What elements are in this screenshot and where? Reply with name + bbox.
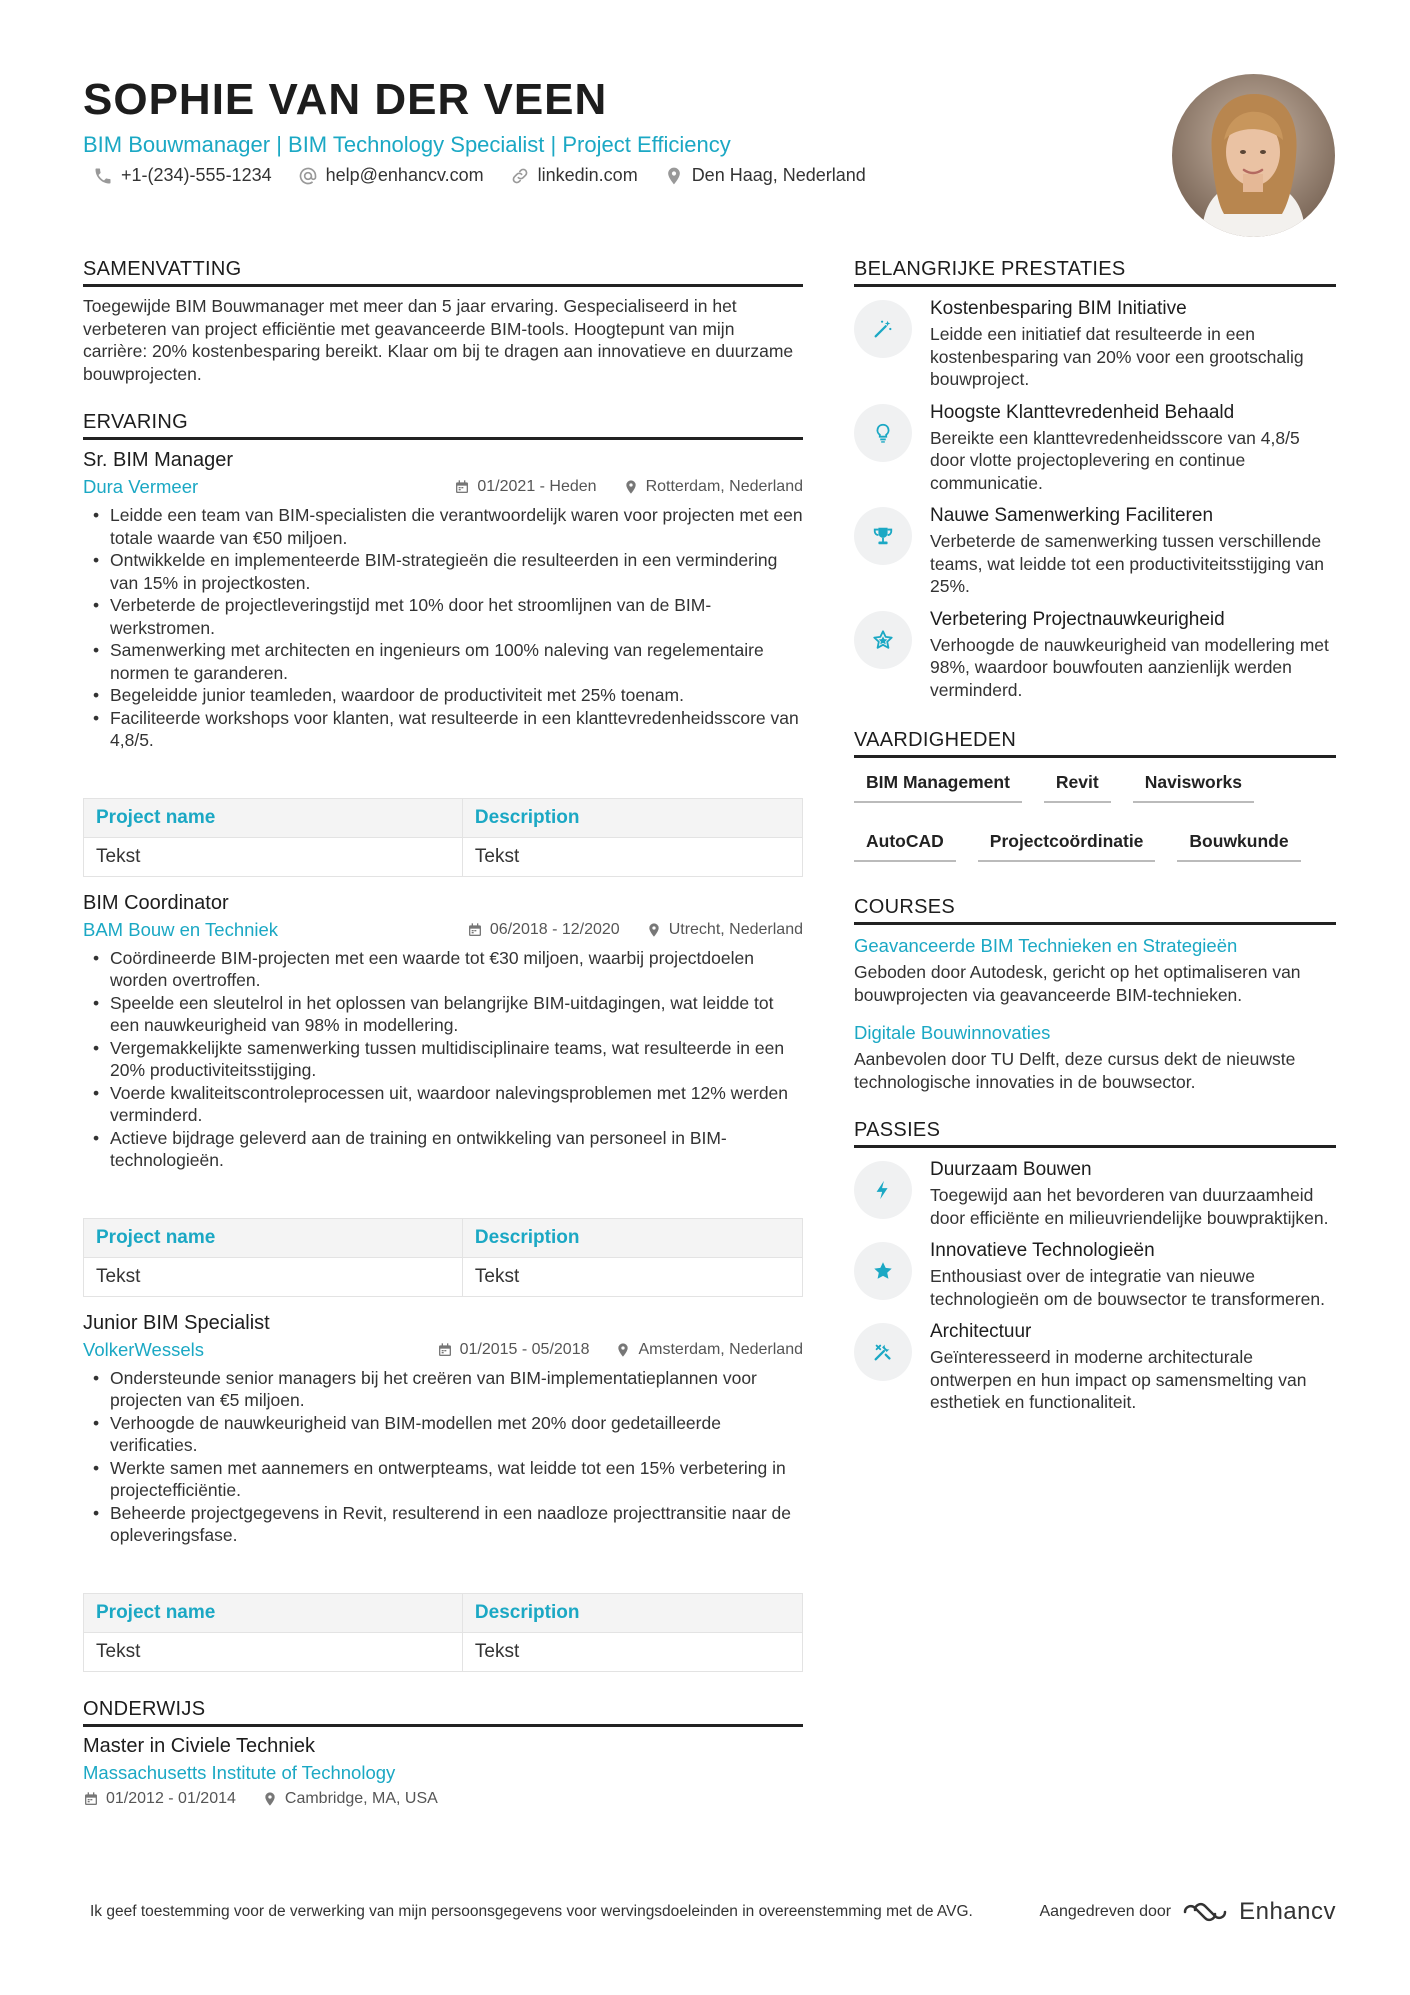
table-header: Description	[462, 798, 802, 837]
job-location: Amsterdam, Nederland	[615, 1341, 803, 1359]
phone-text: +1-(234)-555-1234	[121, 165, 272, 185]
passion-item	[854, 1239, 1336, 1310]
course-title: Geavanceerde BIM Technieken en Strategieën	[854, 935, 1238, 956]
passion-item	[854, 1320, 1336, 1414]
courses-section	[854, 896, 1336, 1093]
job-entry	[83, 889, 803, 1297]
achievement-desc: Verhoogde de nauwkeurigheid van modellering met 98%, waardoor bouwfouten aanzienlijk werden verminderd.	[930, 634, 1329, 700]
bullet-item: • Actieve bijdrage geleverd aan de training en ontwikkeling van personeel in BIM-technologieën.	[83, 1127, 803, 1172]
contact-phone	[93, 165, 272, 186]
school-name: Massachusetts Institute of Technology	[83, 1761, 396, 1783]
bullet-item: • Verbeterde de projectleveringstijd met 10% door het stroomlijnen van de BIM-werkstromen.	[83, 594, 803, 639]
table-header: Project name	[84, 1593, 463, 1632]
linkedin-text[interactable]: linkedin.com	[537, 165, 638, 185]
table-cell: Tekst	[84, 1257, 463, 1296]
project-table	[83, 798, 803, 877]
job-bullets	[83, 947, 803, 1172]
calendar-icon	[83, 1791, 99, 1807]
achievement-item	[854, 297, 1336, 391]
education-heading: ONDERWIJS	[83, 1698, 803, 1727]
powered-by-label: Aangedreven door	[1039, 1903, 1172, 1920]
bullet-item: • Ondersteunde senior managers bij het creëren van BIM-implementatieplannen voor projecten van €5 miljoen.	[83, 1367, 803, 1412]
table-header: Project name	[84, 798, 463, 837]
summary-heading: SAMENVATTING	[83, 258, 803, 287]
resume-header	[83, 74, 1133, 186]
link-icon	[510, 166, 530, 186]
course-title: Digitale Bouwinnovaties	[854, 1022, 1051, 1043]
bullet-item: • Speelde een sleutelrol in het oplossen van belangrijke BIM-uitdagingen, wat leidde tot een nauwkeurigheid van 98% in modellering.	[83, 992, 803, 1037]
passion-title: Architectuur	[930, 1321, 1032, 1342]
company-name: Dura Vermeer	[83, 476, 199, 497]
table-cell: Tekst	[84, 1632, 463, 1671]
achievement-title: Nauwe Samenwerking Faciliteren	[930, 505, 1214, 526]
bullet-item: • Begeleidde junior teamleden, waardoor de productiviteit met 25% toenam.	[83, 684, 803, 707]
education-location: Cambridge, MA, USA	[262, 1790, 438, 1808]
bullet-item: • Samenwerking met architecten en ingenieurs om 100% naleving van regelementaire normen te garanderen.	[83, 639, 803, 684]
consent-text: Ik geef toestemming voor de verwerking van mijn persoonsgegevens voor wervingsdoeleinden in overeenstemming met de AVG.	[90, 1903, 973, 1920]
skill-tag: Bouwkunde	[1177, 831, 1300, 862]
table-cell: Tekst	[462, 837, 802, 876]
achievement-title: Hoogste Klanttevredenheid Behaald	[930, 401, 1235, 423]
table-header: Description	[462, 1218, 802, 1257]
contact-bar	[83, 165, 1133, 186]
skill-tag: BIM Management	[854, 772, 1022, 803]
job-bullets	[83, 504, 803, 752]
table-cell: Tekst	[462, 1632, 802, 1671]
bullet-item: • Werkte samen met aannemers en ontwerpteams, wat leidde tot een 15% verbetering in projectefficiëntie.	[83, 1457, 803, 1502]
achievements-heading: BELANGRIJKE PRESTATIES	[854, 258, 1336, 287]
map-pin-icon	[262, 1791, 278, 1807]
lightbulb-icon	[854, 404, 912, 462]
job-title: Junior BIM Specialist	[83, 1311, 270, 1334]
email-text[interactable]: help@enhancv.com	[325, 165, 484, 185]
summary-section	[83, 258, 803, 385]
course-desc: Geboden door Autodesk, gericht op het optimaliseren van bouwprojecten via geavanceerde BIM-technieken.	[854, 962, 1301, 1005]
bullet-item: • Faciliteerde workshops voor klanten, wat resulteerde in een klanttevredenheidsscore van 4,8/5.	[83, 707, 803, 752]
job-title: BIM Coordinator	[83, 891, 229, 914]
job-location: Utrecht, Nederland	[646, 921, 803, 939]
candidate-name: SOPHIE VAN DER VEEN	[83, 75, 608, 124]
table-cell: Tekst	[84, 837, 463, 876]
calendar-icon	[437, 1342, 453, 1358]
passion-title: Innovatieve Technologieën	[930, 1240, 1155, 1261]
bullet-item: • Ontwikkelde en implementeerde BIM-strategieën die resulteerden in een vermindering van 15% in projectkosten.	[83, 549, 803, 594]
passion-desc: Toegewijd aan het bevorderen van duurzaamheid door efficiënte en milieuvriendelijke bouwpraktijken.	[930, 1185, 1329, 1228]
passions-heading: PASSIES	[854, 1119, 1336, 1148]
achievements-section	[854, 258, 1336, 701]
achievement-desc: Verbeterde de samenwerking tussen verschillende teams, wat leidde tot een productiviteitsstijging van 25%.	[930, 531, 1324, 596]
summary-text: Toegewijde BIM Bouwmanager met meer dan 5 jaar ervaring. Gespecialiseerd in het verbeteren van project efficiëntie met geavanceerde BIM-tools. Hoogtepunt van mijn carrière: 20% kostenbesparing bereikt. Klaar om bij te dragen aan innovatieve en duurzame bouwprojecten.	[83, 296, 794, 384]
skills-section	[854, 729, 1336, 862]
passion-item	[854, 1158, 1336, 1229]
left-column	[83, 258, 803, 1808]
enhancv-logo-icon	[1181, 1900, 1229, 1924]
job-entry	[83, 446, 803, 877]
footer	[90, 1898, 1336, 1926]
experience-heading: ERVARING	[83, 411, 803, 440]
map-pin-icon	[623, 479, 639, 495]
achievement-item	[854, 401, 1336, 495]
skills-heading: VAARDIGHEDEN	[854, 729, 1336, 758]
passion-title: Duurzaam Bouwen	[930, 1159, 1092, 1180]
calendar-icon	[467, 922, 483, 938]
company-name: BAM Bouw en Techniek	[83, 918, 279, 940]
star-icon	[854, 1242, 912, 1300]
company-name: VolkerWessels	[83, 1338, 204, 1360]
achievement-item	[854, 608, 1336, 702]
passion-desc: Geïnteresseerd in moderne architecturale ontwerpen en hun impact op samensmelting van esthetiek en functionaliteit.	[930, 1347, 1307, 1412]
lightning-icon	[854, 1161, 912, 1219]
right-column	[854, 258, 1336, 1414]
candidate-tagline: BIM Bouwmanager | BIM Technology Specialist | Project Efficiency	[83, 132, 731, 157]
contact-linkedin[interactable]	[510, 165, 638, 186]
powered-by	[1039, 1898, 1336, 1926]
star-outline-icon	[854, 611, 912, 669]
courses-heading: COURSES	[854, 896, 1336, 925]
calendar-icon	[454, 479, 470, 495]
education-section	[83, 1698, 803, 1808]
achievement-desc: Bereikte een klanttevredenheidsscore van 4,8/5 door vlotte projectoplevering en continue communicatie.	[930, 427, 1300, 493]
course-desc: Aanbevolen door TU Delft, deze cursus dekt de nieuwste technologische innovaties in de bouwsector.	[854, 1049, 1296, 1092]
bullet-item: • Vergemakkelijkte samenwerking tussen multidisciplinaire teams, wat resulteerde in een 20% productiviteitsstijging.	[83, 1037, 803, 1082]
achievement-desc: Leidde een initiatief dat resulteerde in een kostenbesparing van 20% voor een grootschalig bouwproject.	[930, 324, 1304, 389]
experience-section	[83, 411, 803, 1672]
skills-list	[854, 772, 1336, 862]
bullet-item: • Verhoogde de nauwkeurigheid van BIM-modellen met 20% door gedetailleerde verificaties.	[83, 1412, 803, 1457]
degree-title: Master in Civiele Techniek	[83, 1734, 315, 1757]
map-pin-icon	[664, 166, 684, 186]
contact-email[interactable]	[298, 165, 484, 186]
map-pin-icon	[646, 922, 662, 938]
phone-icon	[93, 166, 113, 186]
job-dates: 01/2021 - Heden	[454, 478, 596, 496]
job-entry	[83, 1309, 803, 1672]
passion-desc: Enthousiast over de integratie van nieuwe technologieën om de bouwsector te transformeren.	[930, 1266, 1325, 1309]
achievement-title: Verbetering Projectnauwkeurigheid	[930, 608, 1225, 630]
bullet-item: • Coördineerde BIM-projecten met een waarde tot €30 miljoen, waarbij projectdoelen worden overtroffen.	[83, 947, 803, 992]
table-header: Project name	[84, 1218, 463, 1257]
achievement-item	[854, 504, 1336, 598]
trophy-icon	[854, 507, 912, 565]
project-table	[83, 1218, 803, 1297]
at-sign-icon	[298, 166, 318, 186]
profile-photo	[1172, 74, 1335, 237]
table-header: Description	[462, 1593, 802, 1632]
bullet-item: • Voerde kwaliteitscontroleprocessen uit, waardoor nalevingsproblemen met 12% werden verminderd.	[83, 1082, 803, 1127]
job-dates: 06/2018 - 12/2020	[467, 921, 620, 939]
bullet-item: • Leidde een team van BIM-specialisten die verantwoordelijk waren voor projecten met een totale waarde van €50 miljoen.	[83, 504, 803, 549]
tools-icon	[854, 1323, 912, 1381]
map-pin-icon	[615, 1342, 631, 1358]
job-bullets	[83, 1367, 803, 1547]
bullet-item: • Beheerde projectgegevens in Revit, resulterend in een naadloze projecttransitie naar de opleveringsfase.	[83, 1502, 803, 1547]
magic-wand-icon	[854, 300, 912, 358]
passions-section	[854, 1119, 1336, 1414]
location-text: Den Haag, Nederland	[691, 165, 866, 185]
brand-name[interactable]: Enhancv	[1239, 1898, 1336, 1925]
job-title: Sr. BIM Manager	[83, 449, 234, 471]
skill-tag: AutoCAD	[854, 831, 956, 862]
contact-location	[664, 165, 866, 186]
job-dates: 01/2015 - 05/2018	[437, 1341, 590, 1359]
table-cell: Tekst	[462, 1257, 802, 1296]
achievement-title: Kostenbesparing BIM Initiative	[930, 298, 1187, 319]
skill-tag: Navisworks	[1133, 772, 1254, 803]
project-table	[83, 1593, 803, 1672]
skill-tag: Revit	[1044, 772, 1111, 803]
job-location: Rotterdam, Nederland	[623, 478, 803, 496]
skill-tag: Projectcoördinatie	[978, 831, 1156, 862]
education-dates: 01/2012 - 01/2014	[83, 1790, 236, 1808]
